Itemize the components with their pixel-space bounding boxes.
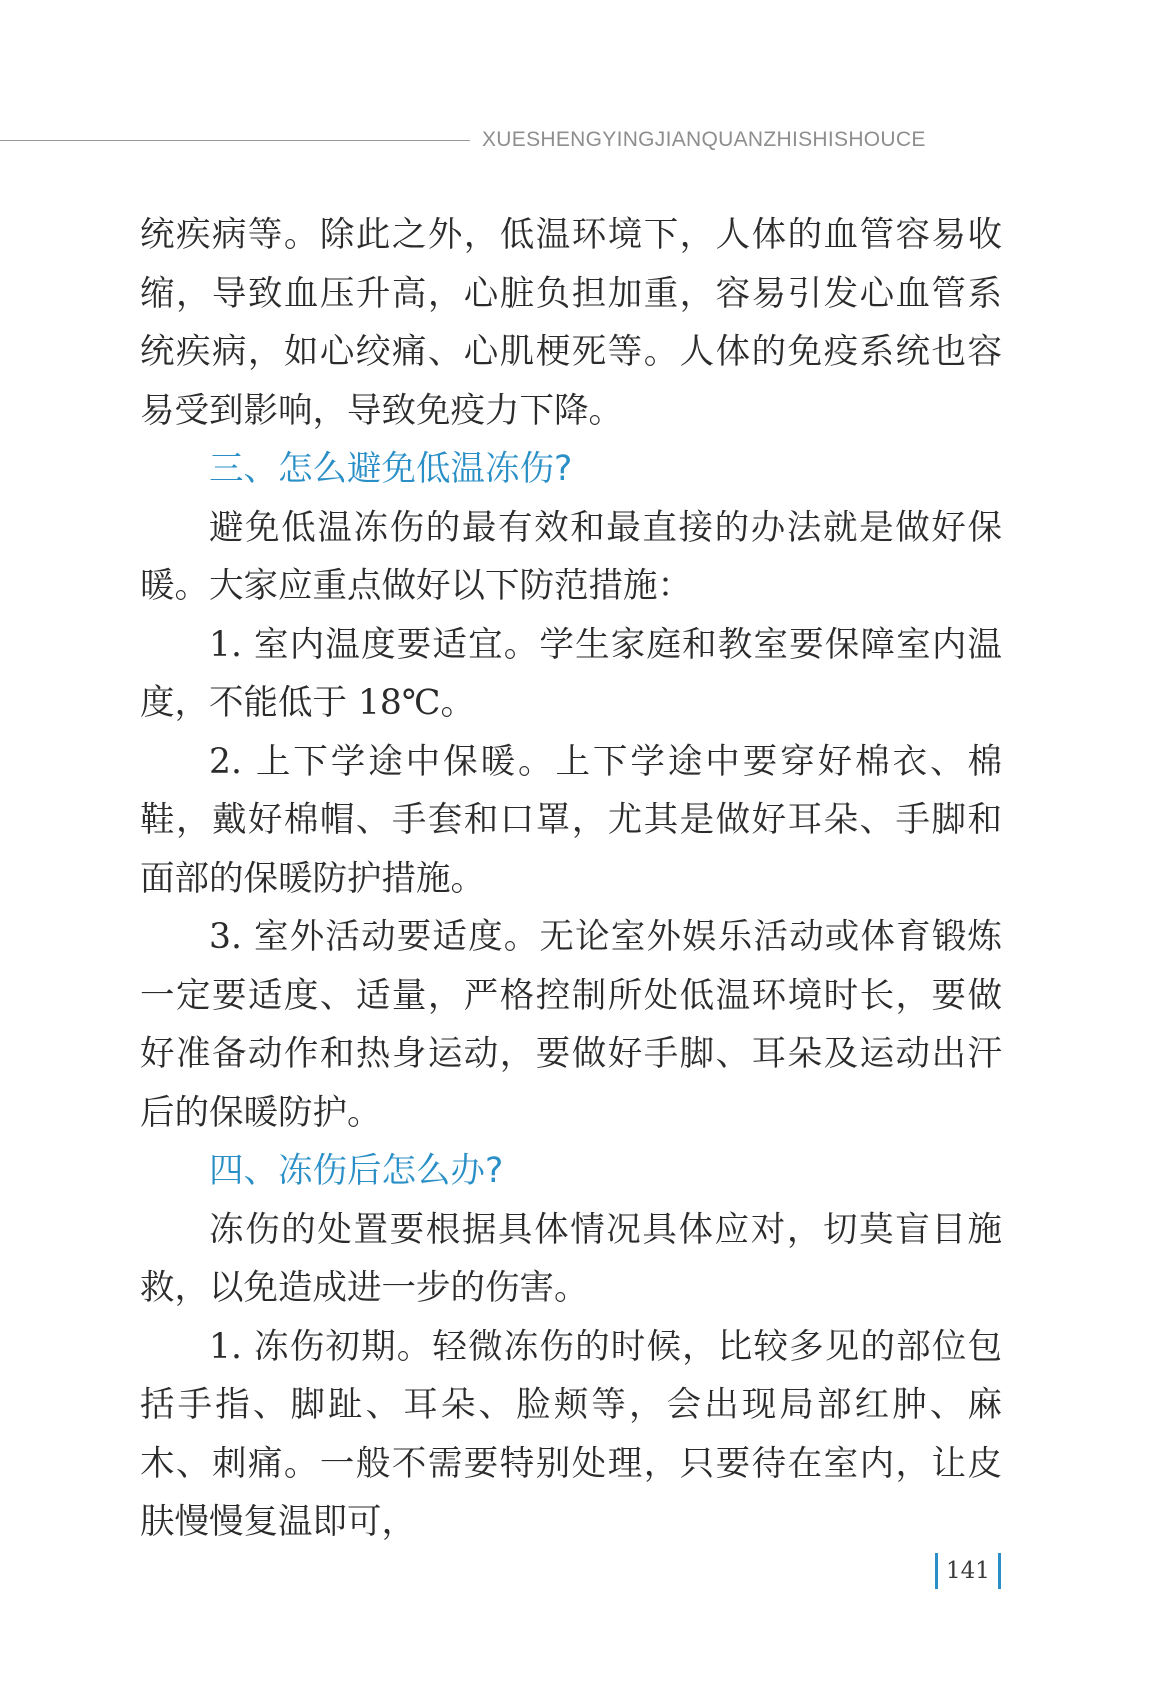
- page-number: [935, 1552, 1001, 1590]
- list-item: 1. 室内温度要适宜。学生家庭和教室要保障室内温度，不能低于 18℃。: [140, 624, 1002, 723]
- running-header: XUESHENGYINGJIANQUANZHISHISHOUCE: [482, 128, 926, 151]
- list-item: 1. 冻伤初期。轻微冻伤的时候，比较多见的部位包括手指、脚趾、耳朵、脸颊等，会出现局部红肿、麻木、刺痛。一般不需要特别处理，只要待在室内，让皮肤慢慢复温即可，: [140, 1326, 1002, 1542]
- list-item: 3. 室外活动要适度。无论室外娱乐活动或体育锻炼一定要适度、适量，严格控制所处低温环境时长，要做好准备动作和热身运动，要做好手脚、耳朵及运动出汗后的保暖防护。: [140, 917, 1002, 1133]
- section-heading: 四、冻伤后怎么办?: [209, 1151, 504, 1191]
- page-body: [140, 206, 1002, 1552]
- page-number-right-bar: [998, 1553, 1001, 1589]
- paragraph: 冻伤的处置要根据具体情况具体应对，切莫盲目施救，以免造成进一步的伤害。: [140, 1209, 1002, 1308]
- page-number-text: 141: [946, 1558, 990, 1584]
- list-item: 2. 上下学途中保暖。上下学途中要穿好棉衣、棉鞋，戴好棉帽、手套和口罩，尤其是做好耳朵、手脚和面部的保暖防护措施。: [140, 741, 1002, 899]
- paragraph: 避免低温冻伤的最有效和最直接的办法就是做好保暖。大家应重点做好以下防范措施：: [140, 507, 1002, 606]
- paragraph: 统疾病等。除此之外，低温环境下，人体的血管容易收缩，导致血压升高，心脏负担加重，容易引发心血管系统疾病，如心绞痛、心肌梗死等。人体的免疫系统也容易受到影响，导致免疫力下降。: [140, 215, 1002, 431]
- section-heading: 三、怎么避免低温冻伤?: [209, 449, 573, 489]
- header-rule: [0, 140, 470, 141]
